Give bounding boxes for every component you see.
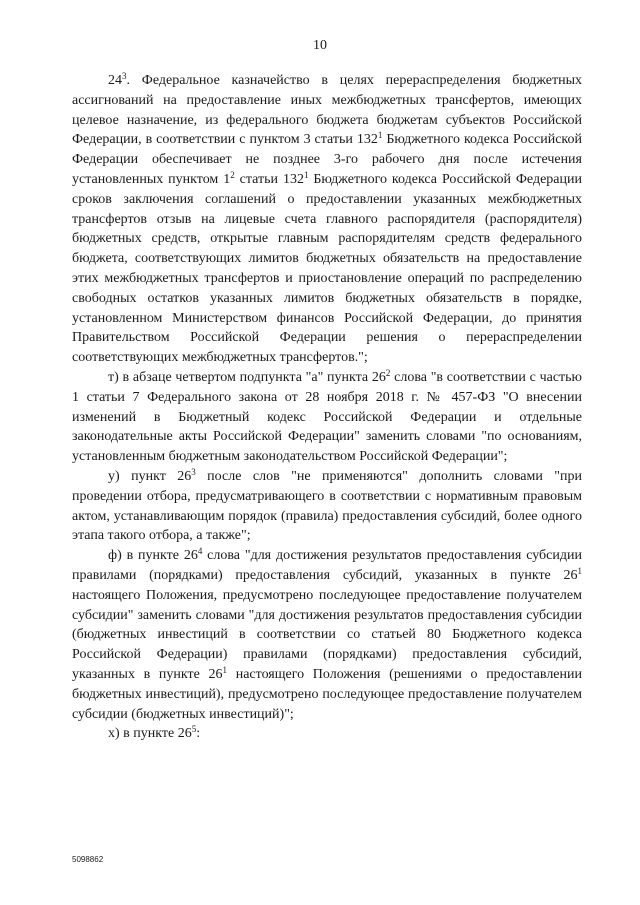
- text-run: ф) в пункте 26: [108, 548, 198, 564]
- superscript: 5: [191, 724, 197, 735]
- text-run: настоящего Положения (решениями о предоставлении бюджетных инвестиций), предусмотрено последующее предоставление получателем субсидии (бюджетных инвестиций)";: [72, 666, 583, 722]
- paragraph-u: [72, 467, 582, 546]
- text-run: Бюджетного кодекса Российской Федерации обеспечивает не позднее 3-го рабочего дня после истечения установленных пунктом 1: [72, 132, 582, 187]
- superscript: 1: [222, 664, 228, 675]
- text-run: слова "для достижения результатов предоставления субсидии правилами (порядками) предоставления субсидий, указанных в пункте 26: [72, 548, 582, 583]
- document-code: 5098862: [72, 855, 104, 864]
- text-run: . Федеральное казначейство в целях перераспределения бюджетных ассигнований на предоставление иных межбюджетных трансфертов, имеющих целевое назначение, из федерального бюджета бюджетам субъектов Российской Федерации, в соответствии с пунктом 3 статьи 132: [72, 73, 582, 148]
- page-number: 10: [313, 38, 327, 53]
- superscript: 1: [377, 130, 383, 141]
- text-run: слова "в соответствии с частью 1 статьи 7 Федерального закона от 28 ноября 2018 г. № 457-ФЗ "О внесении изменений в Бюджетный кодекс Российской Федерации и отдельные законодательные акты Российской Федерации" заменить словами "по основаниям, установленным бюджетным законодательством Российской Федерации";: [72, 369, 583, 465]
- text-run: 24: [108, 73, 122, 88]
- superscript: 1: [303, 169, 309, 180]
- superscript: 3: [191, 466, 196, 477]
- text-run: у) пункт 26: [108, 468, 192, 484]
- paragraph-kh: [72, 724, 582, 744]
- paragraph-24-3: [72, 71, 582, 368]
- superscript: 3: [122, 71, 127, 81]
- superscript: 4: [197, 546, 203, 557]
- text-run: х) в пункте 26: [108, 726, 192, 742]
- paragraph-t: [72, 368, 582, 467]
- text-run: т) в абзаце четвертом подпункта "а" пункта 26: [108, 369, 386, 385]
- text-run: Бюджетного кодекса Российской Федерации сроков заключения соглашений о предоставлении указанных межбюджетных трансфертов отзыв на лицевые счета главного распорядителя (распорядителя) бюджетных средств, открытые главным распорядителям средств федерального бюджета, соответствующих лимитов бюджетных обязательств на предоставление этих межбюджетных трансфертов и приостановление операций по распределению свободных остатков указанных лимитов бюджетных обязательств в порядке, установленном Министерством финансов Российской Федерации, до принятия Правительством Российской Федерации решения о перераспределении соответствующих межбюджетных трансфертов.";: [72, 171, 582, 366]
- superscript: 1: [577, 565, 582, 576]
- text-run: после слов "не применяются" дополнить словами "при проведении отбора, предусматривающего в соответствии с нормативным правовым актом, устанавливающим порядок (правила) предоставления субсидий, более одного этапа такого отбора, а также";: [72, 468, 582, 544]
- superscript: 2: [230, 169, 235, 180]
- text-run: статьи 132: [234, 171, 304, 187]
- document-body: [72, 71, 582, 744]
- text-run: настоящего Положения, предусмотрено последующее предоставление получателем субсидии" заменить словами "для достижения результатов предоставления субсидии (бюджетных инвестиций в соответствии со статьей 80 Бюджетного кодекса Российской Федерации) правилами (порядками) предоставления субсидий, указанных в пункте 26: [72, 587, 582, 682]
- paragraph-f: [72, 546, 582, 724]
- text-run: :: [196, 726, 201, 742]
- superscript: 2: [385, 367, 391, 378]
